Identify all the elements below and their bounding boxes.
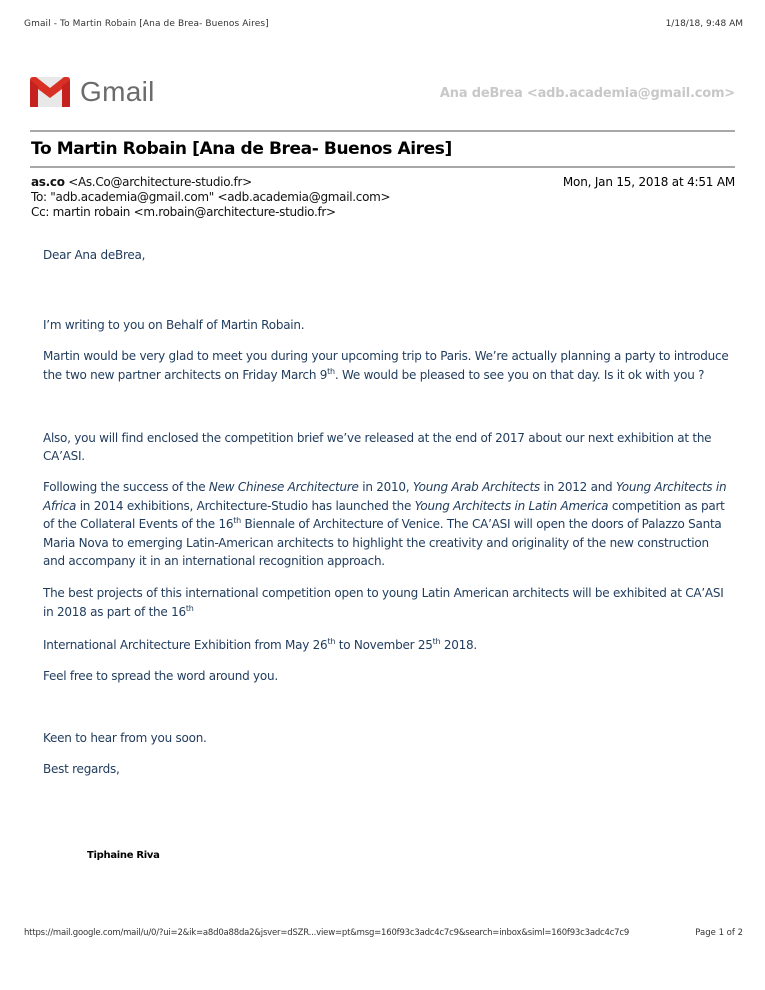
print-title: Gmail - To Martin Robain [Ana de Brea- Buenos Aires] bbox=[24, 19, 269, 29]
email-meta bbox=[31, 175, 390, 220]
greeting: Dear Ana deBrea, bbox=[43, 248, 146, 262]
divider bbox=[30, 166, 735, 168]
email-date: Mon, Jan 15, 2018 at 4:51 AM bbox=[562, 175, 735, 189]
sender-name: as.co bbox=[31, 175, 65, 189]
paragraph: Following the success of the New Chinese Architecture in 2010, Young Arab Architects in 2012 and Young Architects in Africa in 2014 exhibitions, Architecture-Studio has launched the Young Architects in Latin America competition as part of the Collateral Events of the 16th Biennale of Architecture of Venice. The CA’ASI will open the doors of Palazzo Santa Maria Nova to emerging Latin-American architects to highlight the creativity and originality of the new construction and accompany it in an international recognition approach. bbox=[43, 480, 727, 569]
email-body bbox=[43, 246, 733, 778]
paragraph: Keen to hear from you soon. bbox=[43, 730, 207, 745]
gmail-logo bbox=[30, 76, 155, 108]
print-datetime: 1/18/18, 9:48 AM bbox=[665, 19, 743, 29]
to-line: To: "adb.academia@gmail.com" <adb.academia@gmail.com> bbox=[31, 190, 391, 204]
page-number: Page 1 of 2 bbox=[695, 928, 743, 938]
email-subject: To Martin Robain [Ana de Brea- Buenos Aires] bbox=[31, 139, 452, 159]
paragraph: The best projects of this international competition open to young Latin American architects will be exhibited at CA’ASI in 2018 as part of the 16th bbox=[43, 585, 724, 619]
paragraph: I’m writing to you on Behalf of Martin Robain. bbox=[43, 318, 305, 332]
signature: Tiphaine Riva bbox=[87, 850, 160, 861]
print-header bbox=[24, 19, 743, 33]
paragraph: Also, you will find enclosed the competition brief we’ve released at the end of 2017 about our next exhibition at the CA’ASI. bbox=[43, 431, 712, 463]
paragraph: International Architecture Exhibition from May 26th to November 25th 2018. bbox=[43, 636, 477, 652]
sender-email: <As.Co@architecture-studio.fr> bbox=[68, 175, 252, 189]
paragraph: Martin would be very glad to meet you during your upcoming trip to Paris. We’re actually planning a party to introduce the two new partner architects on Friday March 9th. We would be pleased to see you on that day. Is it ok with you ? bbox=[43, 349, 729, 382]
print-footer bbox=[24, 928, 743, 942]
divider bbox=[30, 130, 735, 132]
paragraph: Feel free to spread the word around you. bbox=[43, 668, 278, 683]
cc-line: Cc: martin robain <m.robain@architecture-studio.fr> bbox=[31, 205, 336, 219]
sender-line bbox=[31, 175, 390, 190]
print-url: https://mail.google.com/mail/u/0/?ui=2&ik=a8d0a88da2&jsver=dSZR...view=pt&msg=160f93c3adc4c7c9&search=inbox&siml=160f93c3adc4c7c9 bbox=[24, 928, 630, 938]
gmail-m-icon bbox=[30, 77, 70, 107]
gmail-logo-text: Gmail bbox=[80, 76, 155, 107]
closing: Best regards, bbox=[43, 761, 120, 776]
account-email: Ana deBrea <adb.academia@gmail.com> bbox=[439, 86, 735, 101]
